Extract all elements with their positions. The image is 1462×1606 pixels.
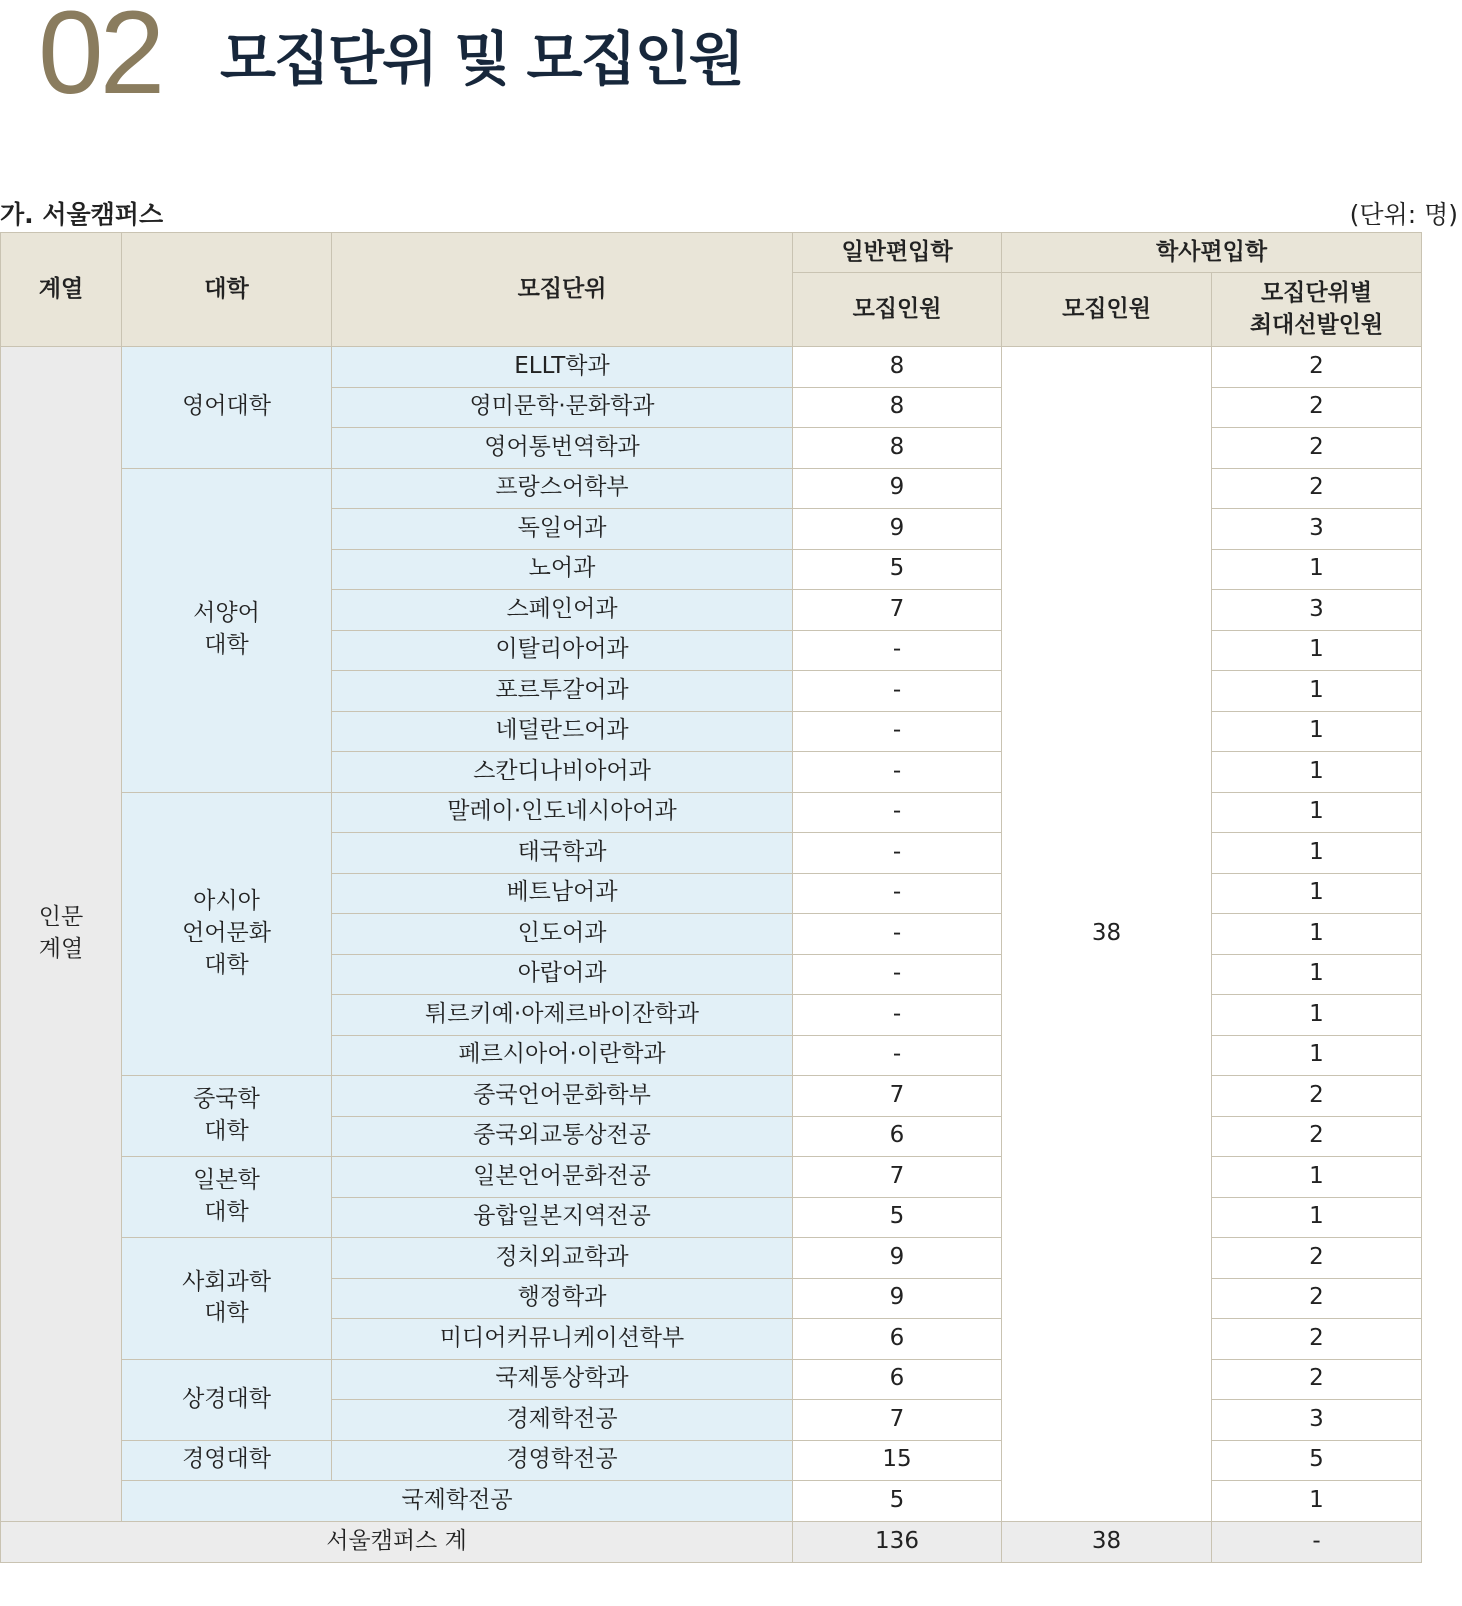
unit-cell: 융합일본지역전공 xyxy=(332,1197,793,1238)
header-bachelor-quota: 모집인원 xyxy=(1002,273,1212,347)
college-name-line: 사회과학 xyxy=(182,1268,271,1295)
general-quota-cell: 9 xyxy=(793,1278,1002,1319)
unit-cell: 미디어커뮤니케이션학부 xyxy=(332,1319,793,1360)
table-margin xyxy=(1422,347,1462,1563)
bachelor-max-cell: 1 xyxy=(1212,752,1422,793)
bachelor-max-cell: 2 xyxy=(1212,1076,1422,1117)
bachelor-max-cell: 1 xyxy=(1212,1481,1422,1522)
table-row xyxy=(1,1157,1462,1198)
general-quota-cell: - xyxy=(793,873,1002,914)
unit-cell: ELLT학과 xyxy=(332,347,793,388)
bachelor-max-cell: 1 xyxy=(1212,549,1422,590)
college-cell xyxy=(122,1440,332,1481)
unit-cell: 페르시아어·이란학과 xyxy=(332,1035,793,1076)
unit-cell: 정치외교학과 xyxy=(332,1238,793,1279)
unit-cell: 영미문학·문화학과 xyxy=(332,387,793,428)
unit-cell: 네덜란드어과 xyxy=(332,711,793,752)
college-cell xyxy=(122,1076,332,1157)
general-quota-cell: 15 xyxy=(793,1440,1002,1481)
bachelor-max-cell: 1 xyxy=(1212,1035,1422,1076)
general-quota-cell: 7 xyxy=(793,1157,1002,1198)
header-bachelor-max-line: 모집단위별 xyxy=(1260,279,1373,306)
unit-cell: 영어통번역학과 xyxy=(332,428,793,469)
general-quota-cell: 9 xyxy=(793,509,1002,550)
total-bachelor: 38 xyxy=(1002,1521,1212,1562)
unit-cell: 이탈리아어과 xyxy=(332,630,793,671)
bachelor-max-cell: 3 xyxy=(1212,1400,1422,1441)
bachelor-max-cell: 1 xyxy=(1212,1197,1422,1238)
general-quota-cell: - xyxy=(793,995,1002,1036)
general-quota-cell: 7 xyxy=(793,590,1002,631)
unit-cell: 중국외교통상전공 xyxy=(332,1116,793,1157)
table-margin xyxy=(1422,233,1462,347)
general-quota-cell: 8 xyxy=(793,428,1002,469)
college-cell xyxy=(122,347,332,469)
unit-cell: 경영학전공 xyxy=(332,1440,793,1481)
bachelor-max-cell: 1 xyxy=(1212,914,1422,955)
header-general-quota: 모집인원 xyxy=(793,273,1002,347)
unit-cell: 스페인어과 xyxy=(332,590,793,631)
bachelor-max-cell: 3 xyxy=(1212,509,1422,550)
general-quota-cell: - xyxy=(793,914,1002,955)
table-body xyxy=(1,347,1462,1563)
table-row xyxy=(1,1076,1462,1117)
table-row xyxy=(1,1481,1462,1522)
header-college: 대학 xyxy=(122,233,332,347)
general-quota-cell: - xyxy=(793,833,1002,874)
bachelor-max-cell: 2 xyxy=(1212,428,1422,469)
college-name-line: 대학 xyxy=(204,1199,249,1225)
unit-cell: 스칸디나비아어과 xyxy=(332,752,793,793)
total-max: - xyxy=(1212,1521,1422,1562)
unit-cell: 포르투갈어과 xyxy=(332,671,793,712)
general-quota-cell: 7 xyxy=(793,1076,1002,1117)
general-quota-cell: - xyxy=(793,711,1002,752)
unit-cell: 국제학전공 xyxy=(122,1481,793,1522)
bachelor-max-cell: 2 xyxy=(1212,1116,1422,1157)
general-quota-cell: 9 xyxy=(793,468,1002,509)
general-quota-cell: 5 xyxy=(793,1481,1002,1522)
college-cell xyxy=(122,1157,332,1238)
enrollment-table xyxy=(0,232,1462,1563)
college-cell xyxy=(122,468,332,792)
general-quota-cell: 5 xyxy=(793,549,1002,590)
college-cell xyxy=(122,792,332,1076)
bachelor-max-cell: 1 xyxy=(1212,1157,1422,1198)
bachelor-max-cell: 1 xyxy=(1212,954,1422,995)
table-row xyxy=(1,792,1462,833)
category-cell xyxy=(1,347,122,1522)
general-quota-cell: - xyxy=(793,671,1002,712)
bachelor-max-cell: 2 xyxy=(1212,347,1422,388)
college-name-line: 대학 xyxy=(204,632,249,658)
college-name-line: 중국학 xyxy=(193,1086,260,1113)
unit-cell: 노어과 xyxy=(332,549,793,590)
unit-cell: 베트남어과 xyxy=(332,873,793,914)
table-row xyxy=(1,1440,1462,1481)
bachelor-max-cell: 1 xyxy=(1212,711,1422,752)
unit-cell: 독일어과 xyxy=(332,509,793,550)
header-bachelor-max-line: 최대선발인원 xyxy=(1249,311,1384,338)
header-category: 계열 xyxy=(1,233,122,347)
section-number: 02 xyxy=(38,0,162,119)
table-row xyxy=(1,1359,1462,1400)
unit-cell: 경제학전공 xyxy=(332,1400,793,1441)
bachelor-max-cell: 1 xyxy=(1212,630,1422,671)
unit-cell: 행정학과 xyxy=(332,1278,793,1319)
college-name-line: 서양어 xyxy=(193,600,260,627)
unit-cell: 튀르키예·아제르바이잔학과 xyxy=(332,995,793,1036)
bachelor-max-cell: 2 xyxy=(1212,468,1422,509)
college-name-line: 언어문화 xyxy=(182,919,271,946)
total-label: 서울캠퍼스 계 xyxy=(1,1521,793,1562)
general-quota-cell: - xyxy=(793,954,1002,995)
bachelor-max-cell: 5 xyxy=(1212,1440,1422,1481)
general-quota-cell: - xyxy=(793,1035,1002,1076)
category-label-line: 인문 xyxy=(38,904,84,931)
college-name-line: 영어대학 xyxy=(182,393,271,420)
bachelor-max-cell: 2 xyxy=(1212,1359,1422,1400)
category-label-line: 계열 xyxy=(38,935,84,962)
college-cell xyxy=(122,1359,332,1440)
bachelor-max-cell: 1 xyxy=(1212,833,1422,874)
bachelor-max-cell: 1 xyxy=(1212,995,1422,1036)
table-row xyxy=(1,1238,1462,1279)
table-row xyxy=(1,468,1462,509)
total-row xyxy=(1,1521,1462,1562)
unit-cell: 프랑스어학부 xyxy=(332,468,793,509)
bachelor-quota-cell: 38 xyxy=(1002,347,1212,1522)
bachelor-max-cell: 2 xyxy=(1212,387,1422,428)
college-name-line: 대학 xyxy=(204,1300,249,1327)
header-bachelor-transfer: 학사편입학 xyxy=(1002,233,1422,273)
general-quota-cell: 9 xyxy=(793,1238,1002,1279)
unit-cell: 태국학과 xyxy=(332,833,793,874)
unit-cell: 인도어과 xyxy=(332,914,793,955)
general-quota-cell: 7 xyxy=(793,1400,1002,1441)
bachelor-max-cell: 3 xyxy=(1212,590,1422,631)
header-unit: 모집단위 xyxy=(332,233,793,347)
bachelor-max-cell: 2 xyxy=(1212,1319,1422,1360)
college-name-line: 일본학 xyxy=(193,1167,260,1194)
general-quota-cell: 6 xyxy=(793,1319,1002,1360)
page-title: 모집단위 및 모집인원 xyxy=(220,25,743,93)
unit-cell: 아랍어과 xyxy=(332,954,793,995)
unit-cell: 말레이·인도네시아어과 xyxy=(332,792,793,833)
general-quota-cell: 8 xyxy=(793,387,1002,428)
bachelor-max-cell: 2 xyxy=(1212,1278,1422,1319)
unit-cell: 국제통상학과 xyxy=(332,1359,793,1400)
bachelor-max-cell: 1 xyxy=(1212,792,1422,833)
college-name-line: 대학 xyxy=(204,1118,249,1144)
college-name-line: 경영대학 xyxy=(182,1446,271,1473)
college-name-line: 상경대학 xyxy=(182,1385,271,1412)
table-row xyxy=(1,347,1462,388)
unit-cell: 중국언어문화학부 xyxy=(332,1076,793,1117)
subsection-title: 가. 서울캠퍼스 xyxy=(0,200,164,229)
general-quota-cell: 8 xyxy=(793,347,1002,388)
header-bachelor-max xyxy=(1212,273,1422,347)
general-quota-cell: - xyxy=(793,630,1002,671)
bachelor-max-cell: 1 xyxy=(1212,873,1422,914)
general-quota-cell: - xyxy=(793,792,1002,833)
unit-note: (단위: 명) xyxy=(1349,200,1458,229)
college-name-line: 아시아 xyxy=(193,888,260,915)
general-quota-cell: 6 xyxy=(793,1116,1002,1157)
college-cell xyxy=(122,1238,332,1360)
bachelor-max-cell: 2 xyxy=(1212,1238,1422,1279)
general-quota-cell: - xyxy=(793,752,1002,793)
unit-cell: 일본언어문화전공 xyxy=(332,1157,793,1198)
total-general: 136 xyxy=(793,1521,1002,1562)
general-quota-cell: 6 xyxy=(793,1359,1002,1400)
general-quota-cell: 5 xyxy=(793,1197,1002,1238)
college-name-line: 대학 xyxy=(204,951,249,978)
header-general-transfer: 일반편입학 xyxy=(793,233,1002,273)
bachelor-max-cell: 1 xyxy=(1212,671,1422,712)
